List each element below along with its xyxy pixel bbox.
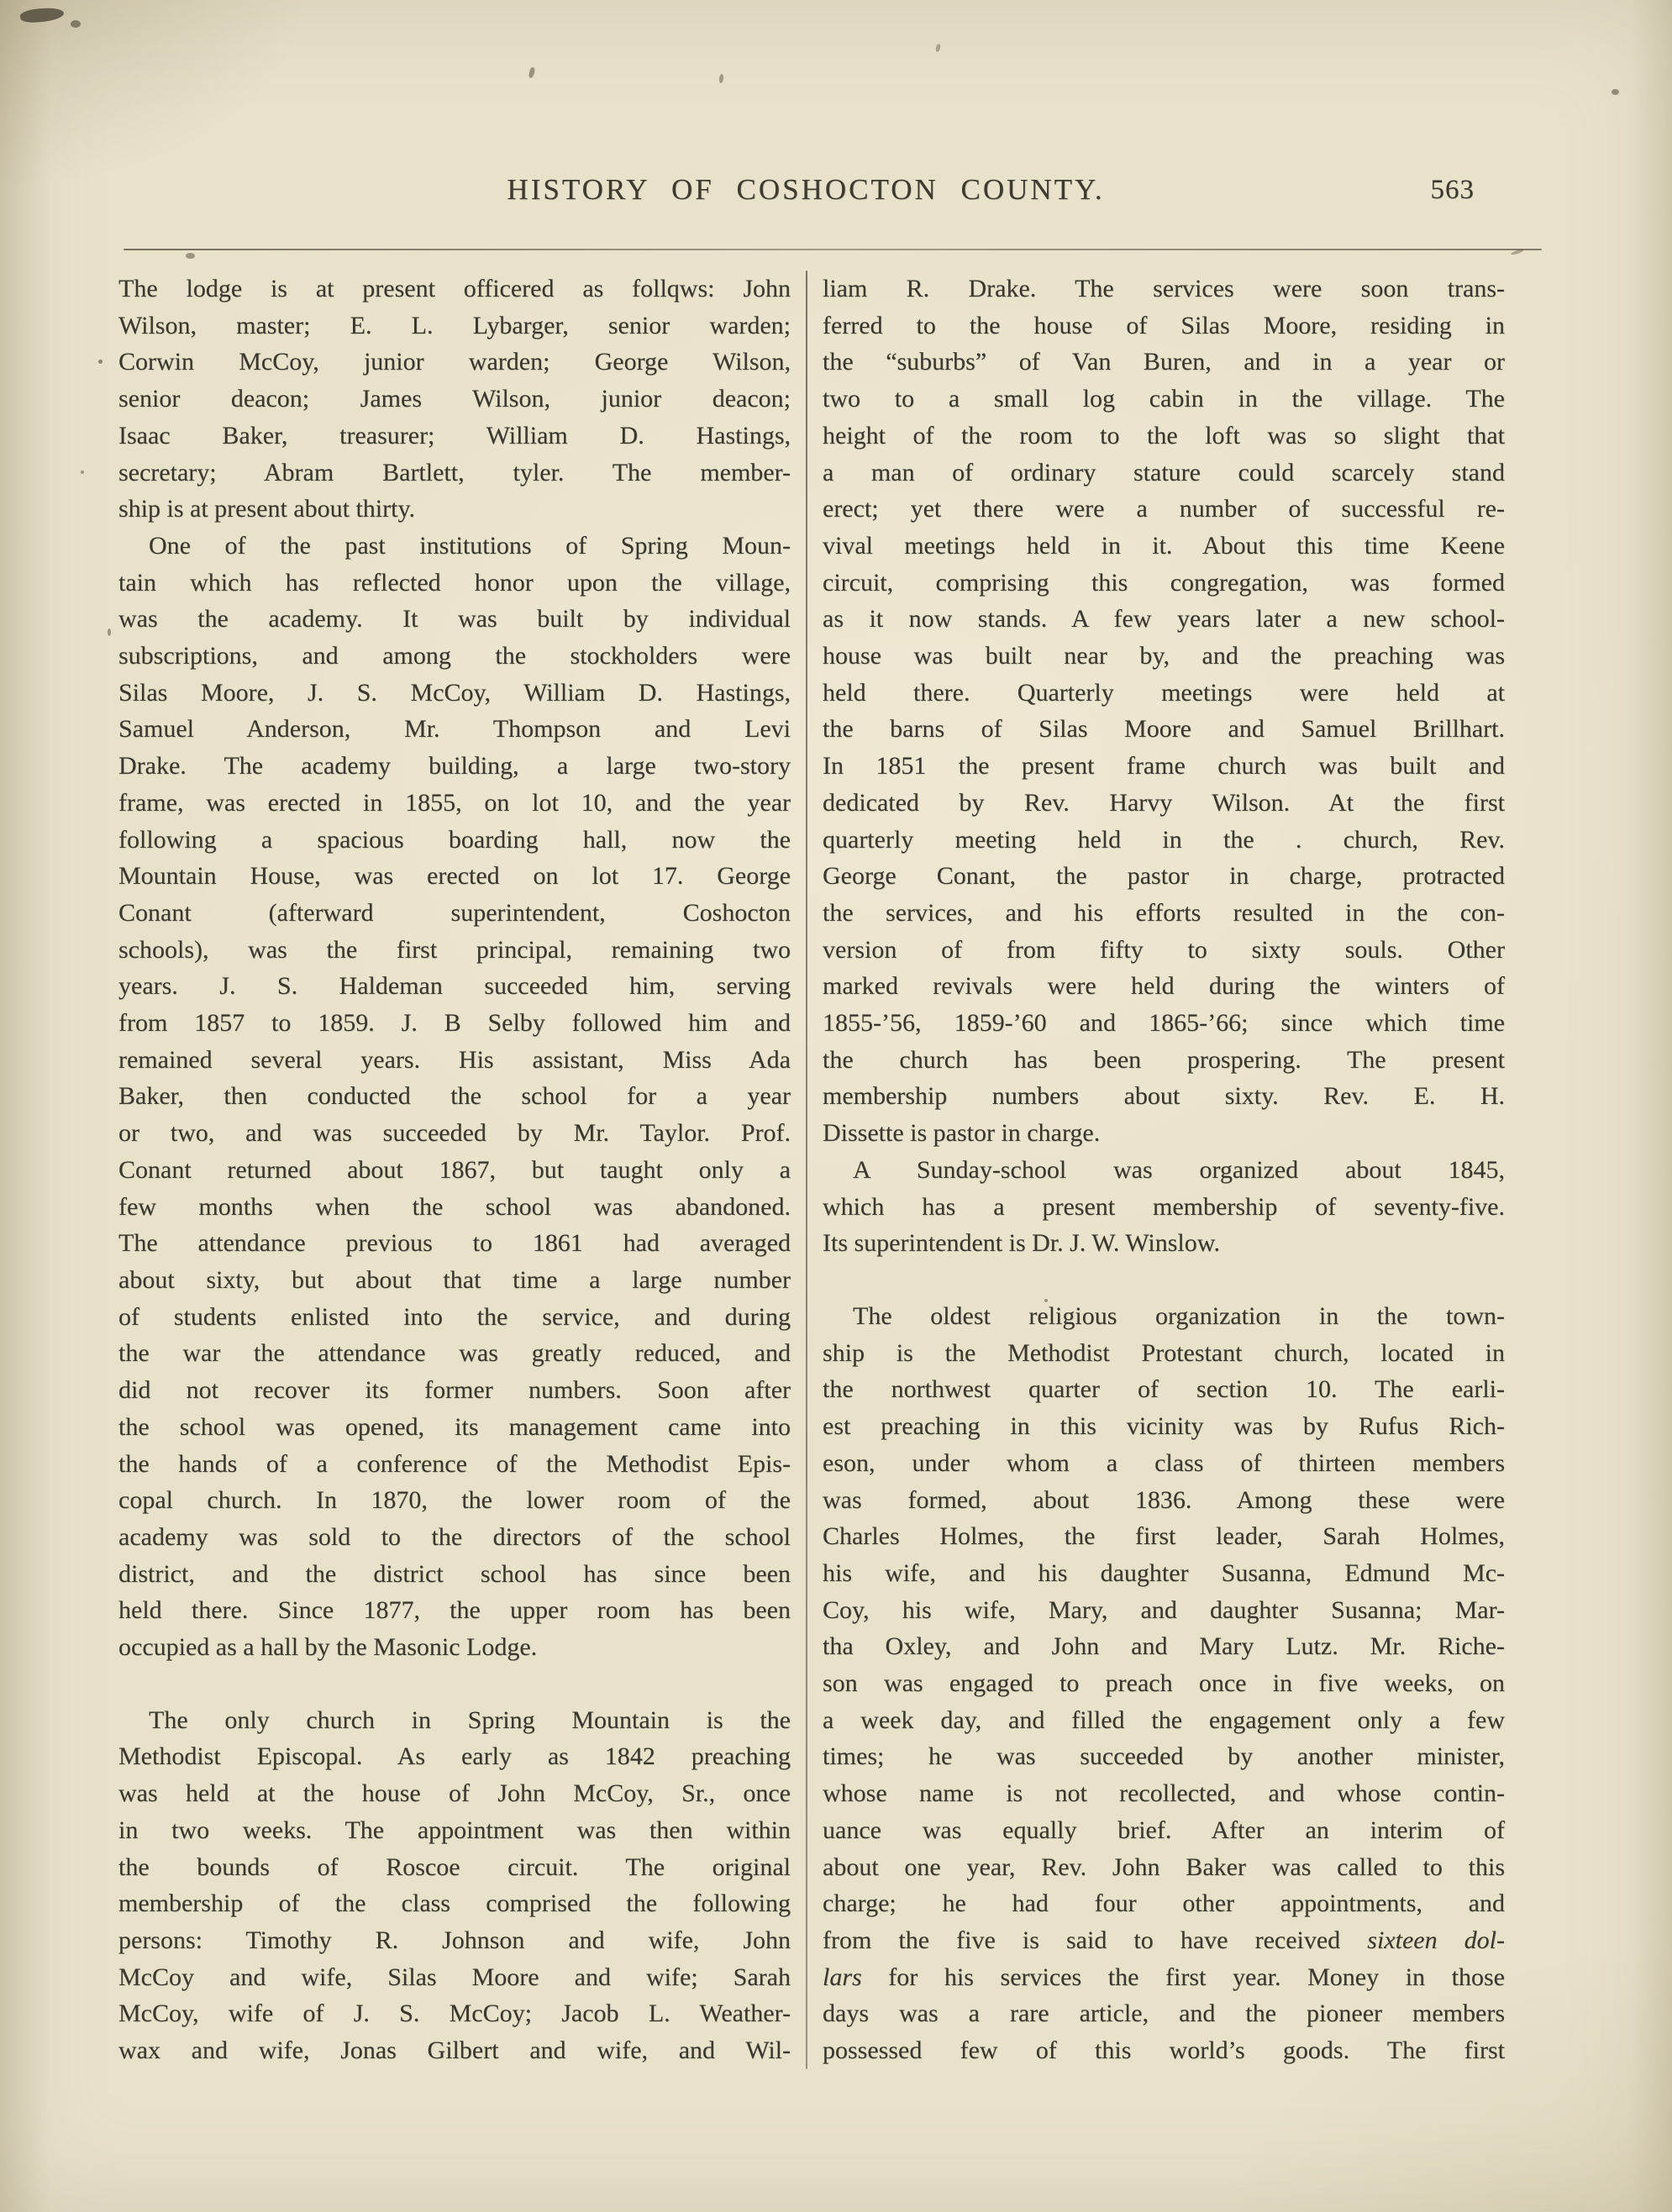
text-line: uance was equally brief. After an interim of (823, 1815, 1505, 1844)
right-column (823, 271, 1505, 2069)
text-line: eson, under whom a class of thirteen members (823, 1448, 1505, 1477)
text-line: quarterly meeting held in the . church, Rev. (823, 825, 1505, 854)
text-line: One of the past institutions of Spring Moun- (149, 531, 791, 560)
text-line: membership numbers about sixty. Rev. E. H. (823, 1082, 1505, 1111)
scan-corner-smudge (19, 6, 64, 24)
text-line: Methodist Episcopal. As early as 1842 preaching (118, 1742, 791, 1771)
ink-speck (935, 44, 941, 53)
text-line: about one year, Rev. John Baker was called to this (823, 1852, 1505, 1881)
text-line: in two weeks. The appointment was then within (118, 1815, 791, 1844)
text-line: the war the attendance was greatly reduced, and (118, 1339, 791, 1368)
ink-speck (98, 360, 103, 364)
text-line: tha Oxley, and John and Mary Lutz. Mr. Riche- (823, 1632, 1505, 1661)
text-line: the hands of a conference of the Methodist Epis- (118, 1449, 791, 1478)
ink-speck (71, 20, 81, 28)
text-line: senior deacon; James Wilson, junior deacon; (118, 385, 791, 413)
text-line: circuit, comprising this congregation, was formed (823, 568, 1505, 596)
running-title: HISTORY OF COSHOCTON COUNTY. (507, 173, 1105, 206)
text-line: from 1857 to 1859. J. B Selby followed him and (118, 1009, 791, 1038)
ink-speck (81, 470, 84, 474)
ink-speck (528, 67, 536, 79)
text-line: Baker, then conducted the school for a year (118, 1082, 791, 1111)
text-line: the church has been prospering. The present (823, 1045, 1505, 1074)
text-line: remained several years. His assistant, Miss Ada (118, 1045, 791, 1074)
text-line: two to a small log cabin in the village. The (823, 385, 1505, 413)
text-line: McCoy and wife, Silas Moore and wife; Sarah (118, 1962, 791, 1991)
text-line: Corwin McCoy, junior warden; George Wilson, (118, 348, 791, 376)
paragraph (118, 271, 791, 528)
text-line: membership of the class comprised the following (118, 1889, 791, 1918)
text-line: was held at the house of John McCoy, Sr., once (118, 1779, 791, 1808)
text-line: Silas Moore, J. S. McCoy, William D. Hastings, (118, 678, 791, 707)
left-column (118, 271, 791, 2069)
text-line: the “suburbs” of Van Buren, and in a year or (823, 348, 1505, 376)
text-line: The oldest religious organization in the town- (853, 1301, 1505, 1330)
text-line: held there. Since 1877, the upper room has been (118, 1596, 791, 1625)
text-line: was the academy. It was built by individual (118, 605, 791, 633)
text-line: the bounds of Roscoe circuit. The original (118, 1852, 791, 1881)
text-line: as it now stands. A few years later a new school- (823, 605, 1505, 633)
text-line: held there. Quarterly meetings were held at (823, 678, 1505, 707)
text-line: The lodge is at present officered as follqws: John (118, 275, 791, 302)
text-line: erect; yet there were a number of successful re- (823, 495, 1505, 523)
text-line: possessed few of this world’s goods. The first (823, 2036, 1505, 2065)
text-line: Charles Holmes, the first leader, Sarah Holmes, (823, 1522, 1505, 1551)
text-line: vival meetings held in it. About this time Keene (823, 531, 1505, 560)
text-line: In 1851 the present frame church was built and (823, 752, 1505, 780)
text-line: days was a rare article, and the pioneer members (823, 1999, 1505, 2028)
text-line: Wilson, master; E. L. Lybarger, senior warden; (118, 311, 791, 339)
paragraph (118, 1702, 791, 2069)
text-line: his wife, and his daughter Susanna, Edmund Mc- (823, 1558, 1505, 1587)
text-line: version of from fifty to sixty souls. Other (823, 935, 1505, 964)
text-line: the school was opened, its management came into (118, 1412, 791, 1441)
page-number: 563 (1430, 175, 1475, 205)
text-line: the services, and his efforts resulted in the con- (823, 898, 1505, 927)
text-line: 1855-’56, 1859-’60 and 1865-’66; since which time (823, 1009, 1505, 1038)
text-line: following a spacious boarding hall, now the (118, 825, 791, 854)
text-line: lars for his services the first year. Money in those (823, 1962, 1505, 1991)
paragraph (823, 1298, 1505, 2069)
text-line: ship is at present about thirty. (118, 495, 415, 523)
text-line: few months when the school was abandoned. (118, 1192, 791, 1221)
text-line: the barns of Silas Moore and Samuel Brillhart. (823, 715, 1505, 743)
text-line: schools), was the first principal, remaining two (118, 935, 791, 964)
ink-speck (186, 253, 195, 259)
text-line: Dissette is pastor in charge. (823, 1119, 1101, 1148)
text-line: a man of ordinary stature could scarcely stand (823, 458, 1505, 486)
text-line: The attendance previous to 1861 had averaged (118, 1229, 791, 1258)
text-line: years. J. S. Haldeman succeeded him, serving (118, 972, 791, 1001)
text-line: occupied as a hall by the Masonic Lodge. (118, 1633, 538, 1662)
paragraph (823, 1152, 1505, 1262)
text-line: Samuel Anderson, Mr. Thompson and Levi (118, 715, 791, 743)
paragraph (823, 271, 1505, 1152)
text-line: est preaching in this vicinity was by Rufus Rich- (823, 1412, 1505, 1441)
text-line: district, and the district school has since been (118, 1559, 791, 1588)
ink-speck (1612, 89, 1619, 95)
text-line: of students enlisted into the service, and during (118, 1302, 791, 1331)
text-line: ferred to the house of Silas Moore, residing in (823, 311, 1505, 339)
text-line: about sixty, but about that time a large number (118, 1265, 791, 1294)
text-line: dedicated by Rev. Harvy Wilson. At the first (823, 788, 1505, 817)
text-line: times; he was succeeded by another minister, (823, 1742, 1505, 1771)
text-line: Conant returned about 1867, but taught only a (118, 1155, 791, 1184)
text-line: height of the room to the loft was so slight that (823, 421, 1505, 449)
text-line: whose name is not recollected, and whose contin- (823, 1779, 1505, 1808)
text-line: ship is the Methodist Protestant church, located in (823, 1338, 1505, 1367)
text-line: A Sunday-school was organized about 1845, (853, 1155, 1505, 1184)
text-line: house was built near by, and the preaching was (823, 642, 1505, 670)
text-line: Isaac Baker, treasurer; William D. Hastings, (118, 421, 791, 449)
text-line: McCoy, wife of J. S. McCoy; Jacob L. Weather- (118, 1999, 791, 2028)
ink-speck (108, 628, 111, 636)
text-line: George Conant, the pastor in charge, protracted (823, 862, 1505, 891)
text-line: The only church in Spring Mountain is the (149, 1705, 791, 1734)
text-line: Its superintendent is Dr. J. W. Winslow. (823, 1229, 1220, 1258)
text-line: a week day, and filled the engagement only a few (823, 1705, 1505, 1734)
text-line: academy was sold to the directors of the school (118, 1522, 791, 1551)
text-line: Conant (afterward superintendent, Coshocton (118, 898, 791, 927)
text-line: Drake. The academy building, a large two-story (118, 752, 791, 780)
text-line: Mountain House, was erected on lot 17. George (118, 862, 791, 891)
text-line: secretary; Abram Bartlett, tyler. The member- (118, 458, 791, 486)
text-line: marked revivals were held during the winters of (823, 972, 1505, 1001)
text-line: from the five is said to have received sixteen dol- (823, 1926, 1505, 1954)
text-line: did not recover its former numbers. Soon after (118, 1376, 791, 1405)
text-line: frame, was erected in 1855, on lot 10, and the year (118, 788, 791, 817)
paragraph (118, 528, 791, 1666)
text-line: Coy, his wife, Mary, and daughter Susanna; Mar- (823, 1595, 1505, 1624)
ink-speck (718, 74, 723, 84)
text-line: persons: Timothy R. Johnson and wife, John (118, 1926, 791, 1954)
text-line: son was engaged to preach once in five weeks, on (823, 1669, 1505, 1698)
text-line: or two, and was succeeded by Mr. Taylor. Prof. (118, 1119, 791, 1148)
text-line: liam R. Drake. The services were soon trans- (823, 275, 1505, 302)
text-line: subscriptions, and among the stockholders were (118, 642, 791, 670)
text-line: copal church. In 1870, the lower room of the (118, 1486, 791, 1515)
column-divider (806, 271, 807, 2069)
text-line: tain which has reflected honor upon the village, (118, 568, 791, 596)
text-line: the northwest quarter of section 10. The earli- (823, 1375, 1505, 1404)
text-columns (118, 271, 1506, 2069)
page-header (134, 173, 1521, 207)
header-rule (124, 249, 1542, 250)
text-line: charge; he had four other appointments, and (823, 1889, 1505, 1918)
text-line: was formed, about 1836. Among these were (823, 1485, 1505, 1514)
text-line: wax and wife, Jonas Gilbert and wife, and Wil- (118, 2036, 791, 2065)
text-line: which has a present membership of seventy-five. (823, 1192, 1505, 1221)
